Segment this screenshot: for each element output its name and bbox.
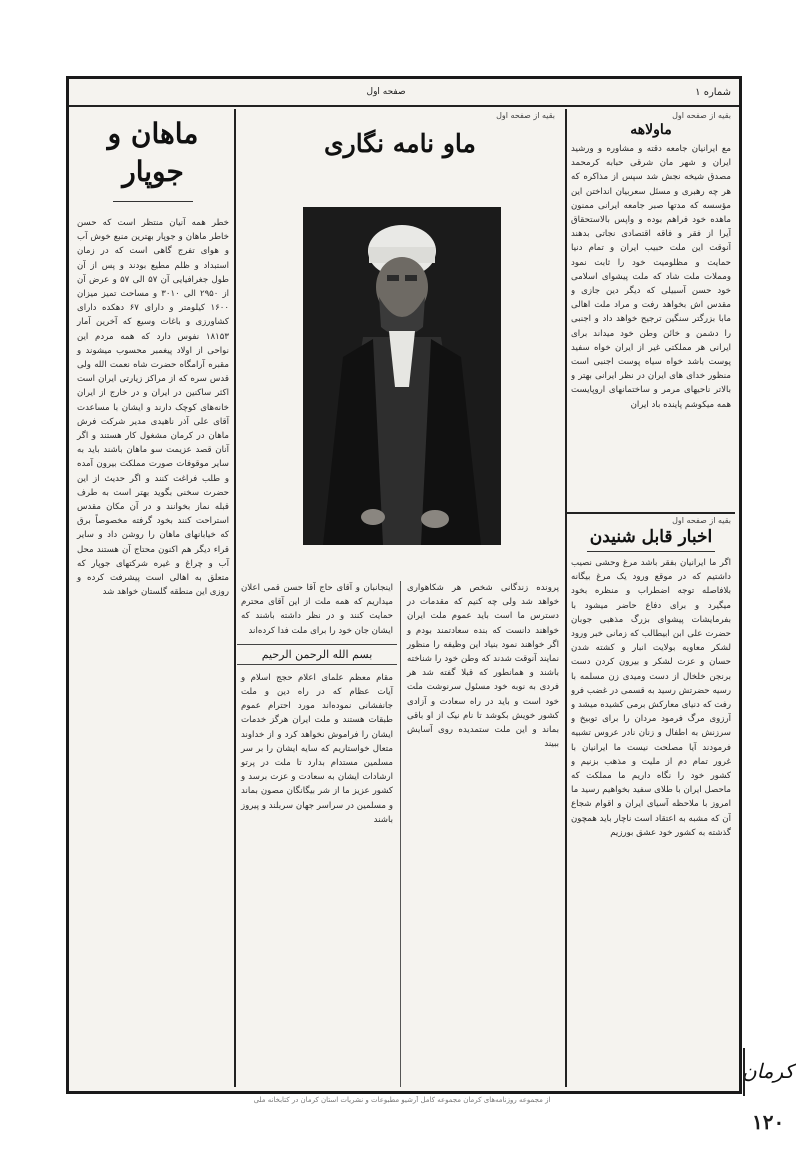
masthead: [69, 79, 739, 107]
column-rule: [400, 581, 401, 1087]
continuation-note: بقیه از صفحه اول: [496, 111, 555, 120]
divider: [113, 201, 193, 202]
column-rule: [234, 109, 236, 1087]
page-footer: از مجموعه روزنامه‌های کرمان مجموعه کامل آرشیو مطبوعات و نشریات استان کرمان در کتابخانه ملی: [253, 1096, 551, 1104]
article-body: خطر همه آنیان منتظر است که حسن خاطر ماهان و جوپار بهترین منبع خوش آب و هوای تفرج گاهی است که در زمان استبداد و ظلم مطیع بودند و پس از آن طول جغرافیایی آن ۵۷ الی ۵۷ و عرض آن از ۲۹۵۰ الی ۳۰۱۰ و مساحت تمیز میزان ۱۶۰۰ کیلومتر و دارای ۶۷ دهکده دارای کشاورزی و باغات وسیع که آخرین آمار ۱۸۱۵۳ نفوس دارد که همه مردم این نواحی از اولاد پیغمبر محسوب میشوند و مقبره آرامگاه حضرت شاه نعمت الله ولی قدس سره که از مراکز زیارتی ایران است اکثر ساکنین در ایران و در خارج از ایران خانه‌های کوچک دارند و ایشان با مساعدت آقای علی آذر ناهیدی مدیر شرکت فرش ماهان در کرمان مشغول کار هستند و اگر آنان قصد عزیمت سو ماهان باشند باید به سایر موقوفات صورت مملکت بیرون آمده و طلب فراغت کنند و اگر حدیث از این حضرت سخنی بگوید بهتر است به طرف قبله نماز بخوانند و در آن مکان مقدس استراحت کنند بخود گرفته مخصوصاً برق که خیابانهای ماهان را روشن داد و سایر قراء دیگر هم اکنون محتاج آن هستند محل آب و چراغ و غیره شرکتهای جوپار که متعلق به اهالی است پیشرفت کرده و روزی این منطقه گلستان خواهد شد: [77, 218, 229, 598]
logo-lettering: کرمان: [741, 1059, 795, 1083]
article-body: اینجانبان و آقای حاج آقا حسن قمی اعلان میداریم که همه ملت از این آقای محترم حمایت کنند و در نظر داشته باشند که ایشان جان خود را برای ملت فدا کرده‌اند: [241, 583, 393, 636]
kerman-logo: [740, 1038, 796, 1098]
page-title: ماو نامه نگاری: [324, 129, 476, 158]
issue-number: شماره ۱: [695, 86, 731, 98]
page-number: ۱۲۰: [752, 1110, 785, 1134]
subcolumn-right: [403, 581, 563, 1087]
center-subcolumns: [237, 581, 563, 1087]
article-heading: ماولاهه: [630, 122, 672, 138]
portrait-photo: [303, 207, 501, 545]
bismillah-heading: بسم الله الرحمن الرحیم: [237, 644, 397, 665]
article-heading: اخبار قابل شنیدن: [589, 527, 713, 547]
article-body: پرونده زندگانی شخص هر شکاهواری خواهد شد ولی چه کنیم که مقدمات در دسترس ما است باید عموم ملت ایران خواهند دانست که بنده سعادتمند بودم و اگر خواهند نمود بنیاد این وظیفه را منظور نمایند آنوقت شدند که وطن خود را شناخته باشند و همانطور که قبلا گفته شد هر فردی به نوبه خود مسئول سرنوشت ملت خود است و باید در راه سعادت و آزادی کشور خویش بکوشد تا نام نیک از او باقی بماند و این ملت ستمدیده روی آسایش ببیند: [407, 583, 559, 750]
continuation-note: بقیه از صفحه اول: [672, 111, 731, 120]
article-body: مع ایرانیان جامعه دقته و مشاوره و ورشید ایران و شهر مان شرقی حبابه کرمحمد مصدق شیخه نجش شد سپس از مذاکره که هر چه رهبری و مسئل سعربیان انداختن این مؤسسه که مدتها صبر جامعه ایرانی ممنون ماهده خود فراهم بوده و واپس بالاستحقاق آیرا از فقر و فاقه اقتصادی نجاتی بدهند آنوقت این ملت حبیب ایران و تمام دنیا حمایت و مظلومیت خود را ثابت نمود ومملات ملت شاد که ملت پیشوای اسلامی خود حسن آسبیلی که دیگر دین جازی و مقدس اش بخواهد رفت و مراد ملت اهالی مابا بزرگتر سنگین ترجیح خواهد داد و اجنبی را دشمن و خائن وطن خود میداند برای ایرانی هر مملکتی غیر از ایران خواه سفید پوست باشد خواه سیاه پوست اجنبی است منظور خدای های ایران در نظر ایرانی بهتر و بالاتر ناحیهای مرمر و ساختمانهای اروپایست همه میکوشم پاینده باد ایران: [571, 144, 731, 410]
continuation-note: بقیه از صفحه اول: [672, 516, 731, 525]
left-column: [73, 109, 233, 1087]
masthead-center: صفحه اول: [366, 87, 406, 97]
newspaper-page: [66, 76, 742, 1094]
right-column: [567, 109, 735, 1087]
news-box: [567, 512, 735, 1086]
divider: [587, 551, 715, 552]
headline: ماهان و: [107, 117, 199, 150]
subcolumn-left: [237, 581, 397, 1087]
portrait-figure: [303, 207, 501, 545]
headline: جوپار: [122, 155, 184, 188]
article-body: اگر ما ایرانیان بفقر باشد مرغ وحشی نصیب داشتیم که در موقع ورود یک مرغ بیگانه بلافاصله توجه اضطراب و منظره بخود میگیرد و برای دفاع حاضر میشود با بفرمایشات پیشوای بزرگ مذهبی جوبان حضرت علی ابن ابیطالب که زمانی خبر ورود لشکر معاویه بولایت انبار و کشته شدن حسان و عزت لشکر و بیرون کردن دست برنجن خلخال از دست ومیدی زن مسلمه با رسیه حضرتش رسید به قسمی در غضب فرو رفت که دنیای معارکش برمی کشیده میشد و آرزوی مرگ فرمود مردان را برای توبیخ و سرزنش به اطفال و زنان نادر عروس تشبیه فرمودند آیا مصلحت نیست ما ایرانیان با غرور تمام دم از ملیت و مذهب بزنیم و کشور خود را نگاه داریم ما مملکت که ماحصل ایران با طلای سفید بخواهیم رسید ما امروز با ملاحظه آسیای ایران و اقوام شجاع آن که مشبه به اعتقاد است ناچار باید همچون گذشته به کشور خود عشق بورزیم: [571, 558, 731, 838]
article-body: مقام معظم علمای اعلام حجج اسلام و آیات عظام که در راه دین و ملت جانفشانی نموده‌اند مورد احترام عموم طبقات هستند و ملت ایران هرگز خدمات ایشان را فراموش نخواهد کرد و از خداوند متعال خواستاریم که سایه ایشان را بر سر مسلمین مستدام بدارد تا ملت در پرتو ارشادات ایشان به سعادت و عزت برسد و کشور عزیز ما از شر بیگانگان مصون بماند و مسلمین در سراسر جهان سربلند و پیروز باشند: [241, 672, 393, 825]
